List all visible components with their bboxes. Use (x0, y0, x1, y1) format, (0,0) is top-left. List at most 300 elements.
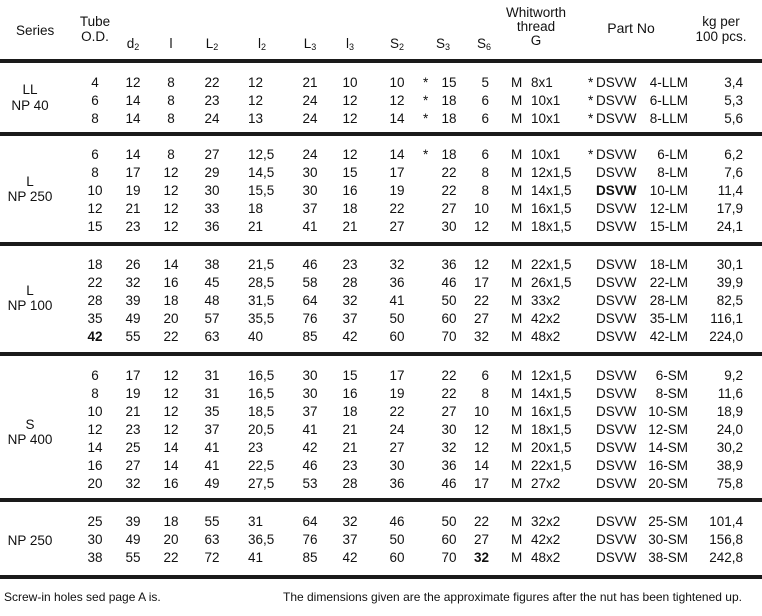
cell-l3: 42 (342, 329, 358, 344)
cell-l2: 35,5 (248, 311, 275, 326)
cell-l: 16 (163, 275, 179, 290)
cell-L3: 64 (302, 293, 318, 308)
cell-l: 12 (163, 165, 179, 180)
cell-part-no-prefix: DSVW (596, 368, 637, 383)
cell-part-no-code: 20-SM (648, 476, 688, 491)
cell-thread-g: 22x1,5 (531, 257, 572, 272)
cell-kg: 24,0 (716, 422, 743, 437)
cell-l3: 18 (342, 201, 358, 216)
cell-kg: 30,1 (716, 257, 743, 272)
cell-L3: 21 (302, 75, 318, 90)
cell-thread-m: M (511, 219, 523, 234)
header-l3: $l_3$ (345, 36, 355, 52)
cell-l2: 13 (248, 111, 264, 126)
cell-part-no-code: 12-SM (648, 422, 688, 437)
header-series: Series (16, 23, 55, 38)
cell-tube-od: 22 (87, 275, 103, 290)
cell-thread-g: 48x2 (531, 550, 561, 565)
separator-bar (0, 59, 762, 63)
cell-L3: 30 (302, 165, 318, 180)
cell-kg: 156,8 (709, 532, 743, 547)
cell-l: 22 (163, 329, 179, 344)
cell-d2: 32 (125, 476, 141, 491)
cell-part-no-star: * (588, 147, 594, 162)
cell-S2: 46 (389, 514, 405, 529)
cell-tube-od: 15 (87, 219, 103, 234)
series-label: S (25, 417, 35, 432)
cell-l: 12 (163, 422, 179, 437)
cell-S2: 36 (389, 275, 405, 290)
cell-S2: 27 (389, 440, 405, 455)
cell-l3: 42 (342, 550, 358, 565)
cell-S2: 22 (389, 404, 405, 419)
series-label: L (26, 283, 34, 298)
cell-S3: 22 (441, 368, 457, 383)
cell-kg: 17,9 (716, 201, 743, 216)
series-label: NP 100 (7, 298, 53, 313)
cell-S2: 17 (389, 165, 405, 180)
cell-L2: 27 (204, 147, 220, 162)
cell-S6: 32 (473, 329, 489, 344)
cell-part-no-prefix: DSVW (596, 201, 637, 216)
cell-S6: 6 (481, 368, 489, 383)
cell-L2: 35 (204, 404, 220, 419)
cell-L3: 37 (302, 201, 318, 216)
cell-l3: 28 (342, 275, 358, 290)
cell-part-no-prefix: DSVW (596, 404, 637, 419)
cell-S3-star: * (423, 111, 429, 126)
cell-tube-od: 6 (91, 147, 99, 162)
cell-S6: 6 (481, 147, 489, 162)
separator-bar (0, 498, 762, 502)
cell-tube-od: 8 (91, 111, 99, 126)
cell-d2: 39 (125, 293, 141, 308)
cell-S6: 12 (473, 422, 489, 437)
cell-L2: 33 (204, 201, 220, 216)
cell-kg: 38,9 (716, 458, 743, 473)
cell-S2: 50 (389, 532, 405, 547)
series-label: NP 250 (7, 189, 53, 204)
cell-L3: 76 (302, 532, 318, 547)
cell-S3: 30 (441, 422, 457, 437)
cell-l: 14 (163, 440, 179, 455)
cell-L2: 55 (204, 514, 220, 529)
cell-thread-g: 18x1,5 (531, 219, 572, 234)
cell-thread-g: 14x1,5 (531, 386, 572, 401)
cell-thread-g: 22x1,5 (531, 458, 572, 473)
cell-thread-m: M (511, 458, 523, 473)
cell-kg: 11,4 (717, 183, 743, 198)
cell-S6: 6 (481, 93, 489, 108)
cell-l2: 16,5 (248, 386, 275, 401)
cell-thread-g: 8x1 (531, 75, 553, 90)
cell-S3: 60 (441, 532, 457, 547)
cell-l3: 32 (342, 293, 358, 308)
cell-l2: 16,5 (248, 368, 275, 383)
cell-thread-g: 16x1,5 (531, 201, 572, 216)
header-L3: $L_3$ (303, 36, 317, 52)
cell-l2: 21,5 (248, 257, 275, 272)
cell-l3: 21 (342, 440, 358, 455)
cell-d2: 19 (125, 386, 141, 401)
header-d2: $d_2$ (126, 36, 140, 52)
cell-tube-od: 16 (87, 458, 103, 473)
cell-S2: 14 (389, 147, 405, 162)
cell-L3: 64 (302, 514, 318, 529)
cell-part-no-code: 6-SM (655, 368, 688, 383)
cell-L2: 22 (204, 75, 220, 90)
cell-thread-g: 26x1,5 (531, 275, 572, 290)
cell-L3: 42 (302, 440, 318, 455)
footer-note-left: Screw-in holes sed page A is. (4, 590, 161, 604)
cell-S6: 8 (481, 165, 489, 180)
cell-part-no-code: 18-LM (649, 257, 688, 272)
cell-part-no-prefix: DSVW (596, 147, 637, 162)
cell-L2: 41 (204, 440, 220, 455)
cell-d2: 14 (125, 147, 141, 162)
cell-part-no-code: 22-LM (649, 275, 688, 290)
header-part-no: Part No (607, 20, 655, 36)
cell-thread-m: M (511, 404, 523, 419)
cell-d2: 17 (125, 368, 141, 383)
cell-S2: 50 (389, 311, 405, 326)
cell-S3: 70 (441, 329, 457, 344)
cell-part-no-prefix: DSVW (596, 422, 637, 437)
cell-l: 8 (167, 147, 175, 162)
cell-S2: 12 (389, 93, 405, 108)
cell-L2: 57 (204, 311, 220, 326)
cell-thread-g: 18x1,5 (531, 422, 572, 437)
cell-d2: 21 (125, 201, 141, 216)
cell-part-no-prefix: DSVW (596, 458, 637, 473)
cell-l2: 27,5 (248, 476, 275, 491)
cell-part-no-code: 8-SM (655, 386, 688, 401)
cell-S3: 36 (441, 458, 457, 473)
cell-l2: 41 (248, 550, 264, 565)
cell-S3: 27 (441, 404, 457, 419)
cell-L2: 63 (204, 329, 220, 344)
cell-S2: 14 (389, 111, 405, 126)
cell-S6: 12 (473, 219, 489, 234)
cell-tube-od: 6 (91, 368, 99, 383)
cell-l3: 16 (342, 183, 358, 198)
cell-part-no-code: 4-LLM (649, 75, 688, 90)
cell-l2: 14,5 (248, 165, 275, 180)
cell-L2: 41 (204, 458, 220, 473)
cell-part-no-prefix: DSVW (596, 386, 637, 401)
cell-L3: 53 (302, 476, 318, 491)
header-thread-2: thread (516, 19, 556, 34)
cell-l3: 23 (342, 257, 358, 272)
cell-S6: 17 (473, 476, 489, 491)
cell-d2: 14 (125, 111, 141, 126)
cell-S2: 27 (389, 219, 405, 234)
cell-thread-g: 42x2 (531, 311, 561, 326)
cell-d2: 23 (125, 219, 141, 234)
cell-tube-od: 14 (87, 440, 103, 455)
cell-thread-m: M (511, 165, 523, 180)
cell-part-no-star: * (588, 111, 594, 126)
cell-tube-od: 28 (87, 293, 103, 308)
cell-kg: 18,9 (716, 404, 743, 419)
cell-thread-m: M (511, 368, 523, 383)
cell-tube-od: 12 (87, 201, 103, 216)
cell-d2: 14 (125, 93, 141, 108)
header-S3: $S_3$ (435, 36, 451, 52)
cell-part-no-code: 42-LM (649, 329, 688, 344)
cell-l3: 23 (342, 458, 358, 473)
cell-S3: 50 (441, 293, 457, 308)
cell-L3: 30 (302, 386, 318, 401)
cell-S2: 30 (389, 458, 405, 473)
cell-part-no-code: 10-SM (648, 404, 688, 419)
cell-S3: 18 (441, 111, 457, 126)
cell-L2: 24 (204, 111, 220, 126)
cell-thread-m: M (511, 532, 523, 547)
cell-L3: 24 (302, 93, 318, 108)
cell-tube-od: 25 (87, 514, 103, 529)
header-kg-2: 100 pcs. (695, 29, 747, 44)
cell-L2: 23 (204, 93, 220, 108)
cell-S3: 60 (441, 311, 457, 326)
cell-S3: 46 (441, 476, 457, 491)
cell-S6: 22 (473, 514, 489, 529)
cell-tube-od: 10 (87, 183, 103, 198)
cell-L3: 41 (302, 422, 318, 437)
cell-l: 12 (163, 368, 179, 383)
cell-S2: 60 (389, 329, 405, 344)
cell-thread-m: M (511, 201, 523, 216)
cell-part-no-code: 38-SM (648, 550, 688, 565)
cell-S6: 5 (481, 75, 489, 90)
cell-tube-od: 6 (91, 93, 99, 108)
cell-thread-g: 12x1,5 (531, 165, 572, 180)
cell-part-no-code: 12-LM (649, 201, 688, 216)
cell-l3: 37 (342, 311, 358, 326)
cell-part-no-code: 28-LM (649, 293, 688, 308)
cell-tube-od: 10 (87, 404, 103, 419)
cell-part-no-prefix: DSVW (596, 550, 637, 565)
cell-d2: 19 (125, 183, 141, 198)
cell-L3: 41 (302, 219, 318, 234)
cell-S2: 10 (389, 75, 405, 90)
cell-S6: 12 (473, 257, 489, 272)
cell-S6: 8 (481, 183, 489, 198)
cell-kg: 30,2 (716, 440, 743, 455)
cell-kg: 6,2 (724, 147, 743, 162)
cell-part-no-prefix: DSVW (596, 165, 637, 180)
cell-S6: 22 (473, 293, 489, 308)
cell-part-no-prefix: DSVW (596, 75, 637, 90)
cell-S6: 12 (473, 440, 489, 455)
cell-l3: 12 (342, 93, 358, 108)
cell-thread-m: M (511, 75, 523, 90)
cell-d2: 26 (125, 257, 141, 272)
cell-part-no-code: 30-SM (648, 532, 688, 547)
cell-L2: 36 (204, 219, 220, 234)
cell-l: 14 (163, 257, 179, 272)
cell-tube-od: 12 (87, 422, 103, 437)
series-label: L (26, 174, 34, 189)
cell-thread-g: 20x1,5 (531, 440, 572, 455)
cell-S3: 18 (441, 93, 457, 108)
cell-L2: 37 (204, 422, 220, 437)
cell-l: 22 (163, 550, 179, 565)
cell-thread-g: 42x2 (531, 532, 561, 547)
cell-thread-m: M (511, 514, 523, 529)
cell-thread-m: M (511, 329, 523, 344)
cell-d2: 23 (125, 422, 141, 437)
header-tube-od-1: Tube (79, 14, 111, 29)
cell-S6: 27 (473, 311, 489, 326)
cell-d2: 25 (125, 440, 141, 455)
cell-d2: 49 (125, 311, 141, 326)
cell-L2: 72 (204, 550, 220, 565)
cell-L2: 45 (204, 275, 220, 290)
cell-S3: 27 (441, 201, 457, 216)
cell-S3: 32 (441, 440, 457, 455)
cell-S3-star: * (423, 75, 429, 90)
cell-d2: 12 (125, 75, 141, 90)
cell-l: 20 (163, 532, 179, 547)
header-L2: $L_2$ (205, 36, 219, 52)
cell-part-no-prefix: DSVW (596, 440, 637, 455)
cell-S2: 36 (389, 476, 405, 491)
cell-part-no-prefix: DSVW (596, 275, 637, 290)
cell-l: 12 (163, 219, 179, 234)
cell-S6: 8 (481, 386, 489, 401)
cell-l: 8 (167, 75, 175, 90)
cell-L2: 63 (204, 532, 220, 547)
cell-L2: 29 (204, 165, 220, 180)
series-label: NP 250 (7, 533, 53, 548)
cell-kg: 24,1 (716, 219, 743, 234)
cell-S3: 22 (441, 386, 457, 401)
cell-S6: 6 (481, 111, 489, 126)
cell-l2: 31 (248, 514, 264, 529)
cell-L3: 46 (302, 257, 318, 272)
cell-l: 12 (163, 386, 179, 401)
cell-kg: 5,6 (724, 111, 743, 126)
cell-S2: 17 (389, 368, 405, 383)
cell-L3: 24 (302, 147, 318, 162)
cell-l: 18 (163, 293, 179, 308)
cell-part-no-code: 6-LM (657, 147, 688, 162)
cell-part-no-code: 8-LM (657, 165, 688, 180)
series-label: LL (22, 82, 38, 97)
cell-S2: 32 (389, 257, 405, 272)
cell-S3-star: * (423, 93, 429, 108)
cell-L2: 31 (204, 386, 220, 401)
cell-part-no-prefix: DSVW (596, 532, 637, 547)
cell-S6: 10 (473, 201, 489, 216)
cell-kg: 75,8 (716, 476, 743, 491)
cell-l2: 18 (248, 201, 264, 216)
cell-l2: 20,5 (248, 422, 275, 437)
cell-kg: 116,1 (710, 311, 743, 326)
cell-tube-od: 30 (87, 532, 103, 547)
cell-thread-g: 33x2 (531, 293, 561, 308)
cell-S3: 22 (441, 165, 457, 180)
cell-l: 8 (167, 93, 175, 108)
cell-tube-od: 8 (91, 386, 99, 401)
cell-l3: 15 (342, 368, 358, 383)
cell-thread-g: 32x2 (531, 514, 561, 529)
cell-part-no-prefix: DSVW (596, 514, 637, 529)
cell-d2: 55 (125, 550, 141, 565)
cell-l2: 22,5 (248, 458, 275, 473)
cell-part-no-code: 14-SM (648, 440, 688, 455)
cell-l2: 15,5 (248, 183, 275, 198)
cell-d2: 32 (125, 275, 141, 290)
cell-thread-g: 16x1,5 (531, 404, 572, 419)
cell-thread-m: M (511, 257, 523, 272)
header-l: l (169, 36, 173, 51)
cell-part-no-prefix: DSVW (596, 93, 637, 108)
cell-S2: 19 (389, 183, 405, 198)
cell-l3: 12 (342, 147, 358, 162)
cell-S3: 18 (441, 147, 457, 162)
cell-S6: 10 (473, 404, 489, 419)
cell-l: 12 (163, 183, 179, 198)
cell-l2: 28,5 (248, 275, 275, 290)
cell-kg: 11,6 (717, 386, 743, 401)
cell-kg: 224,0 (709, 329, 743, 344)
cell-l3: 12 (342, 111, 358, 126)
cell-S3: 46 (441, 275, 457, 290)
cell-S2: 19 (389, 386, 405, 401)
cell-part-no-code: 35-LM (649, 311, 688, 326)
cell-d2: 39 (125, 514, 141, 529)
cell-l: 20 (163, 311, 179, 326)
cell-d2: 17 (125, 165, 141, 180)
cell-l3: 10 (342, 75, 358, 90)
cell-S3-star: * (423, 147, 429, 162)
cell-S6: 32 (473, 550, 489, 565)
cell-d2: 21 (125, 404, 141, 419)
cell-l3: 37 (342, 532, 358, 547)
cell-part-no-prefix: DSVW (596, 311, 637, 326)
cell-L2: 38 (204, 257, 220, 272)
cell-thread-m: M (511, 147, 523, 162)
cell-l2: 36,5 (248, 532, 275, 547)
cell-thread-m: M (511, 422, 523, 437)
cell-l3: 15 (342, 165, 358, 180)
cell-S3: 30 (441, 219, 457, 234)
cell-part-no-code: 16-SM (648, 458, 688, 473)
cell-l2: 21 (248, 219, 264, 234)
separator-bar (0, 352, 762, 356)
cell-thread-g: 14x1,5 (531, 183, 572, 198)
series-label: NP 40 (11, 98, 49, 113)
cell-l: 16 (163, 476, 179, 491)
cell-l: 12 (163, 404, 179, 419)
cell-L3: 24 (302, 111, 318, 126)
cell-kg: 9,2 (724, 368, 743, 383)
cell-thread-g: 12x1,5 (531, 368, 572, 383)
cell-part-no-code: 10-LM (649, 183, 688, 198)
cell-l: 14 (163, 458, 179, 473)
cell-d2: 49 (125, 532, 141, 547)
header-S6: $S_6$ (476, 36, 492, 52)
cell-l2: 18,5 (248, 404, 275, 419)
cell-l3: 28 (342, 476, 358, 491)
cell-l2: 12 (248, 75, 264, 90)
cell-S2: 24 (389, 422, 405, 437)
cell-l3: 21 (342, 219, 358, 234)
cell-S6: 27 (473, 532, 489, 547)
cell-l: 8 (167, 111, 175, 126)
